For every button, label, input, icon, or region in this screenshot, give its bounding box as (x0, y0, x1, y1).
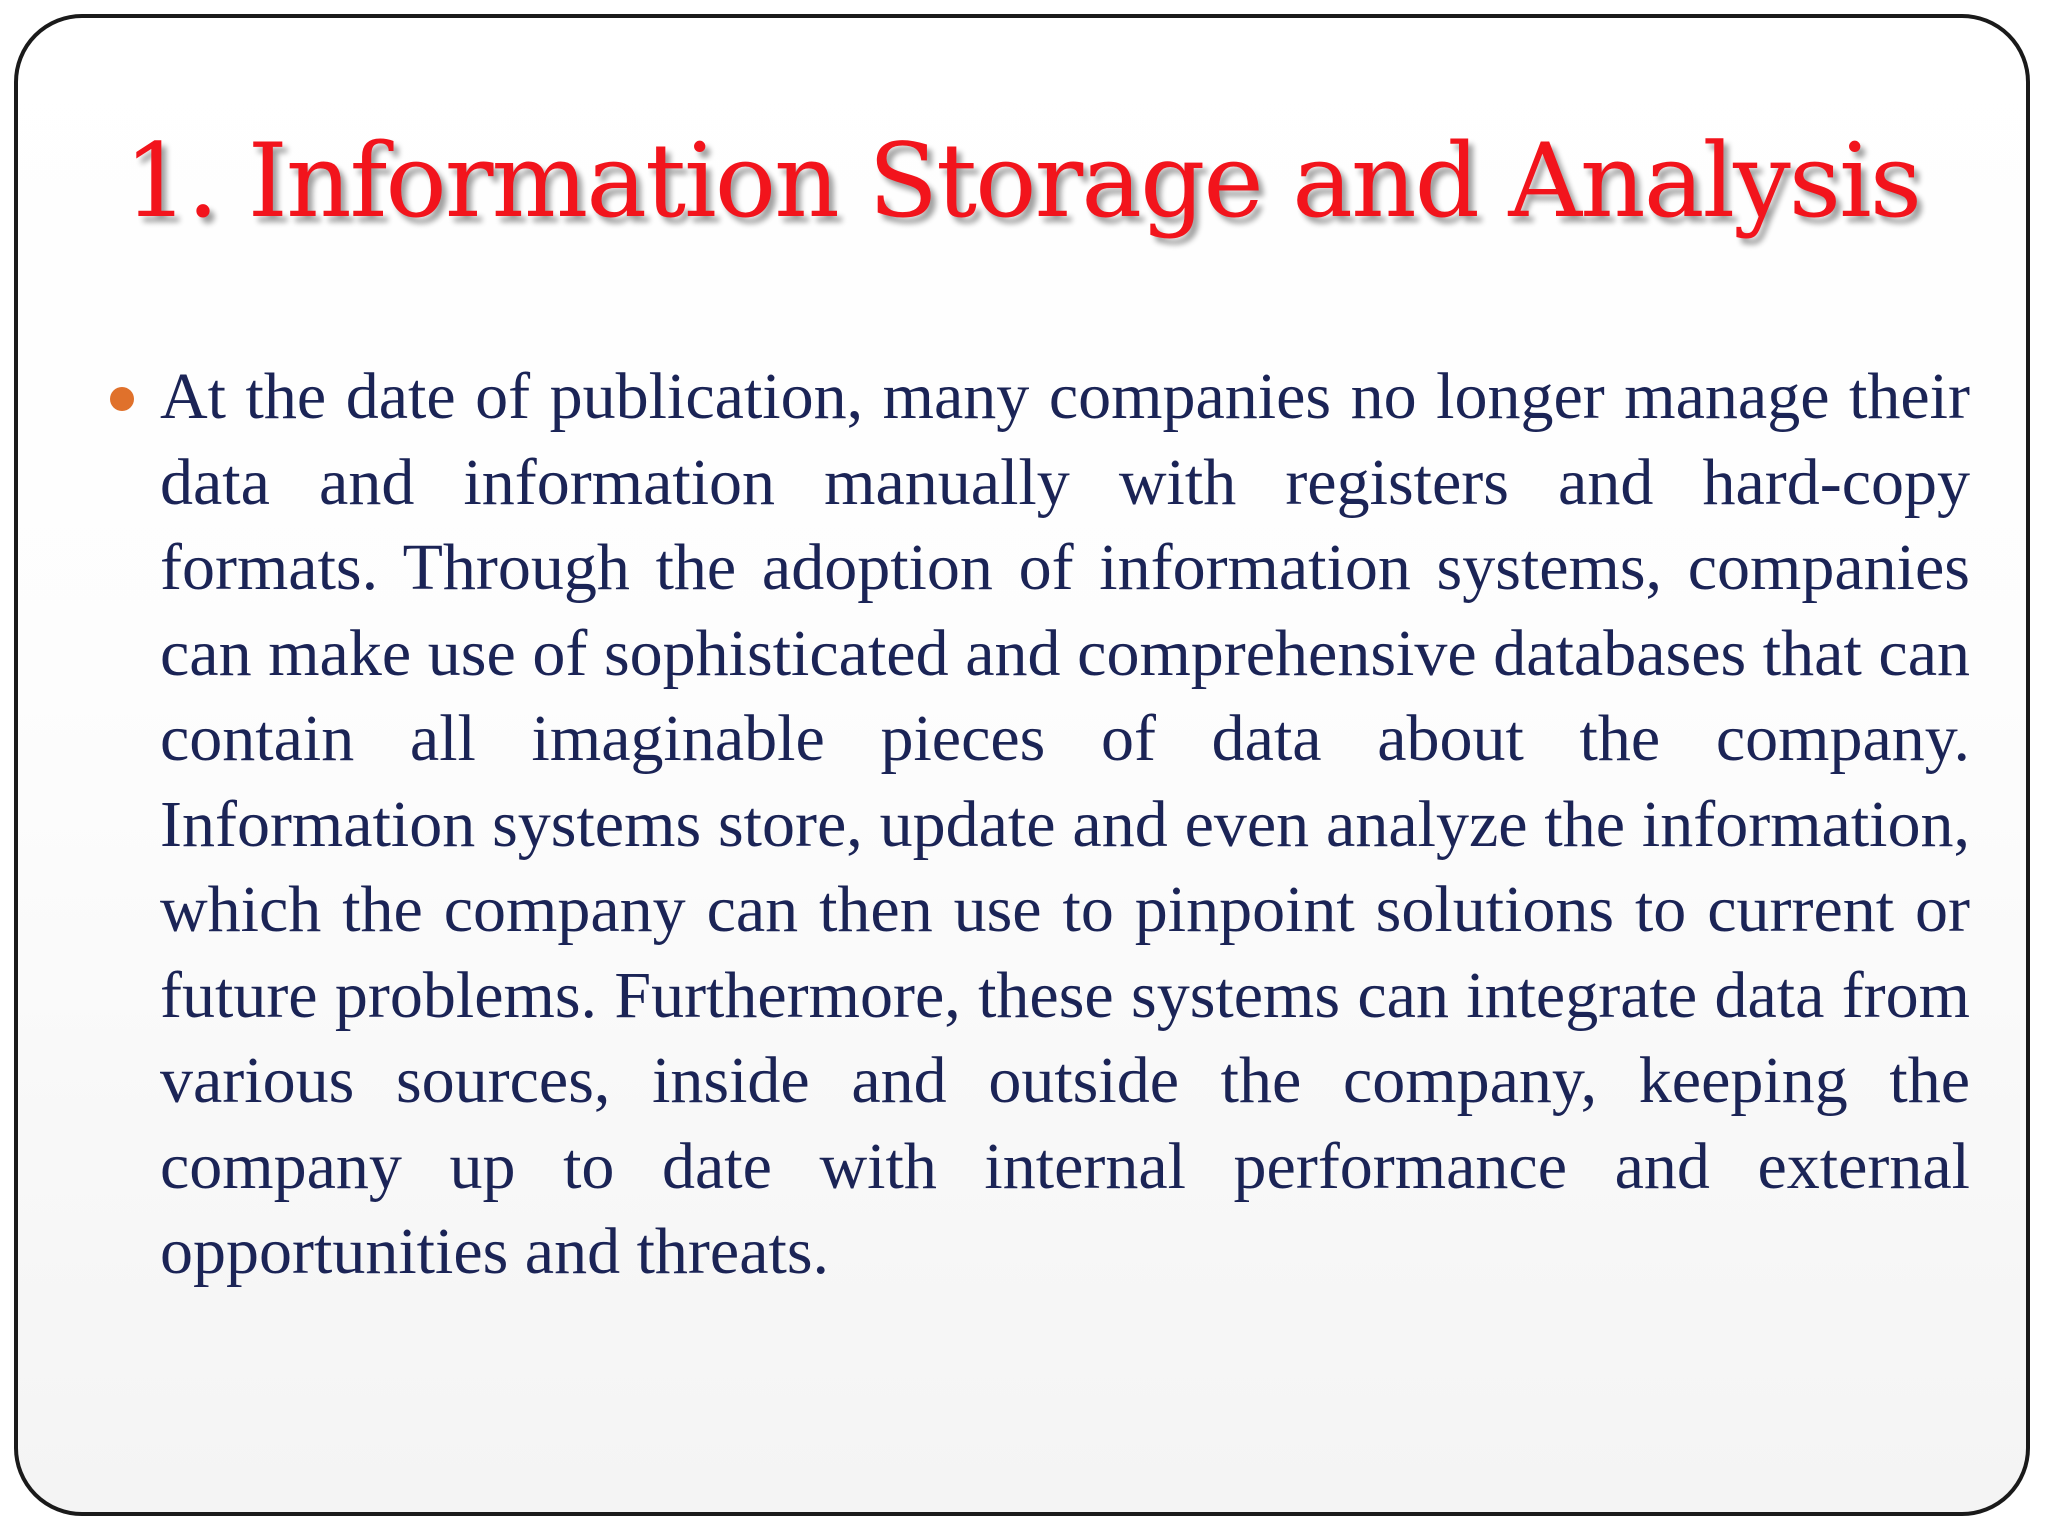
slide-content (110, 354, 1970, 1295)
slide-title: 1. Information Storage and Analysis (123, 122, 1921, 241)
bullet-dot-icon (110, 387, 134, 411)
bullet-item (110, 354, 1970, 1295)
bullet-text: At the date of publication, many companies no longer manage their data and information manually with registers and hard-copy formats. Through the adoption of information systems, companies can make use of sophisticated and comprehensive databases that can contain all imaginable pieces of data about the company. Information systems store, update and even analyze the information, which the company can then use to pinpoint solutions to current or future problems. Furthermore, these systems can integrate data from various sources, inside and outside the company, keeping the company up to date with internal performance and external opportunities and threats. (160, 360, 1970, 1288)
slide (14, 14, 2030, 1516)
